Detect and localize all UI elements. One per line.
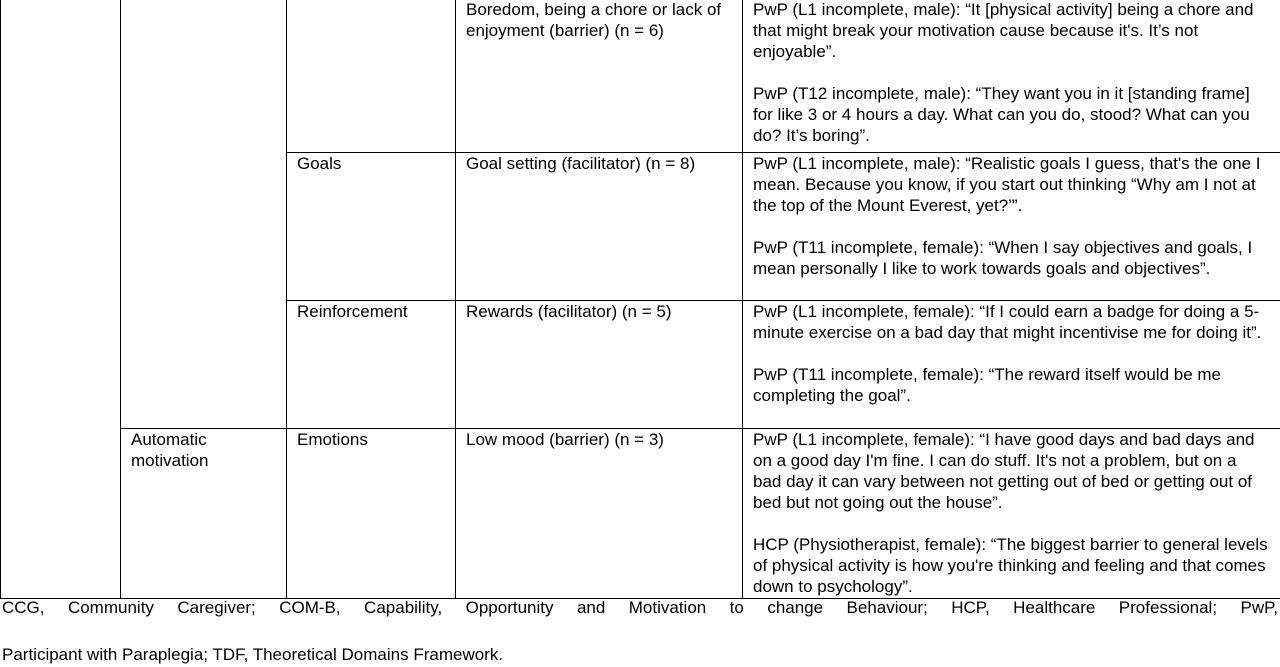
quote-cell: [743, 429, 1280, 599]
footnote-line: CCG, Community Caregiver; COM-B, Capability, Opportunity and Motivation to change Behaviour; HCP, Healthcare Professional; PwP,: [2, 598, 1278, 617]
theme-cell: [456, 301, 743, 429]
quote-cell: [743, 301, 1280, 429]
quote-text: PwP (L1 incomplete, female): “If I could earn a badge for doing a 5-minute exercise on a bad day that might incentivise me for doing it”.: [753, 302, 1262, 342]
theme-text: Low mood (barrier) (n = 3): [466, 430, 664, 449]
theme-text: Goal setting (facilitator) (n = 8): [466, 154, 696, 173]
tdf-domain-cell: [287, 301, 456, 429]
quote-text: PwP (L1 incomplete, female): “I have good days and bad days and on a good day I'm fine. I can do stuff. It's not a problem, but on a bad day it can vary between not getting out of bed or getting out of bed but not going out the house”.: [753, 430, 1255, 512]
theme-text: Rewards (facilitator) (n = 5): [466, 302, 672, 321]
tdf-domain-text: Emotions: [297, 430, 368, 449]
footnote-line: Participant with Paraplegia; TDF, Theoretical Domains Framework.: [2, 645, 504, 664]
tdf-domain-text: Goals: [297, 154, 342, 173]
tdf-domain-text: Reinforcement: [297, 302, 408, 321]
quote-text: PwP (L1 incomplete, male): “Realistic goals I guess, that's the one I mean. Because you know, if you start out thinking “Why am I not at the top of the Mount Everest, yet?’”.: [753, 154, 1261, 215]
quote-cell: [743, 153, 1280, 301]
com-b-subcomponent-text: Automatic motivation: [131, 430, 209, 470]
table-row: [1, 429, 1280, 599]
table-row: [1, 0, 1280, 153]
com-b-component-cell: [1, 0, 121, 599]
theme-text: Boredom, being a chore or lack of enjoyment (barrier) (n = 6): [466, 0, 722, 40]
quote-text: PwP (L1 incomplete, male): “It [physical activity] being a chore and that might break your motivation cause because it's. It’s not enjoyable”.: [753, 0, 1254, 61]
quote-text: HCP (Physiotherapist, female): “The biggest barrier to general levels of physical activity is how you're thinking and feeling and that comes down to psychology”.: [753, 535, 1268, 596]
tdf-domain-cell: [287, 0, 456, 153]
tdf-domain-cell: [287, 153, 456, 301]
theme-cell: [456, 153, 743, 301]
com-b-subcomponent-cell: [121, 429, 287, 599]
quote-cell: [743, 0, 1280, 153]
table-footnote: [2, 597, 1278, 665]
com-b-subcomponent-cell: [121, 0, 287, 429]
quote-text: PwP (T12 incomplete, male): “They want you in it [standing frame] for like 3 or 4 hours a day. What can you do, stood? What can you do? It’s boring”.: [753, 84, 1250, 145]
quote-text: PwP (T11 incomplete, female): “The reward itself would be me completing the goal”.: [753, 365, 1222, 405]
quote-text: PwP (T11 incomplete, female): “When I say objectives and goals, I mean personally I like to work towards goals and objectives”.: [753, 238, 1253, 278]
tdf-domain-cell: [287, 429, 456, 599]
theme-cell: [456, 0, 743, 153]
theme-cell: [456, 429, 743, 599]
